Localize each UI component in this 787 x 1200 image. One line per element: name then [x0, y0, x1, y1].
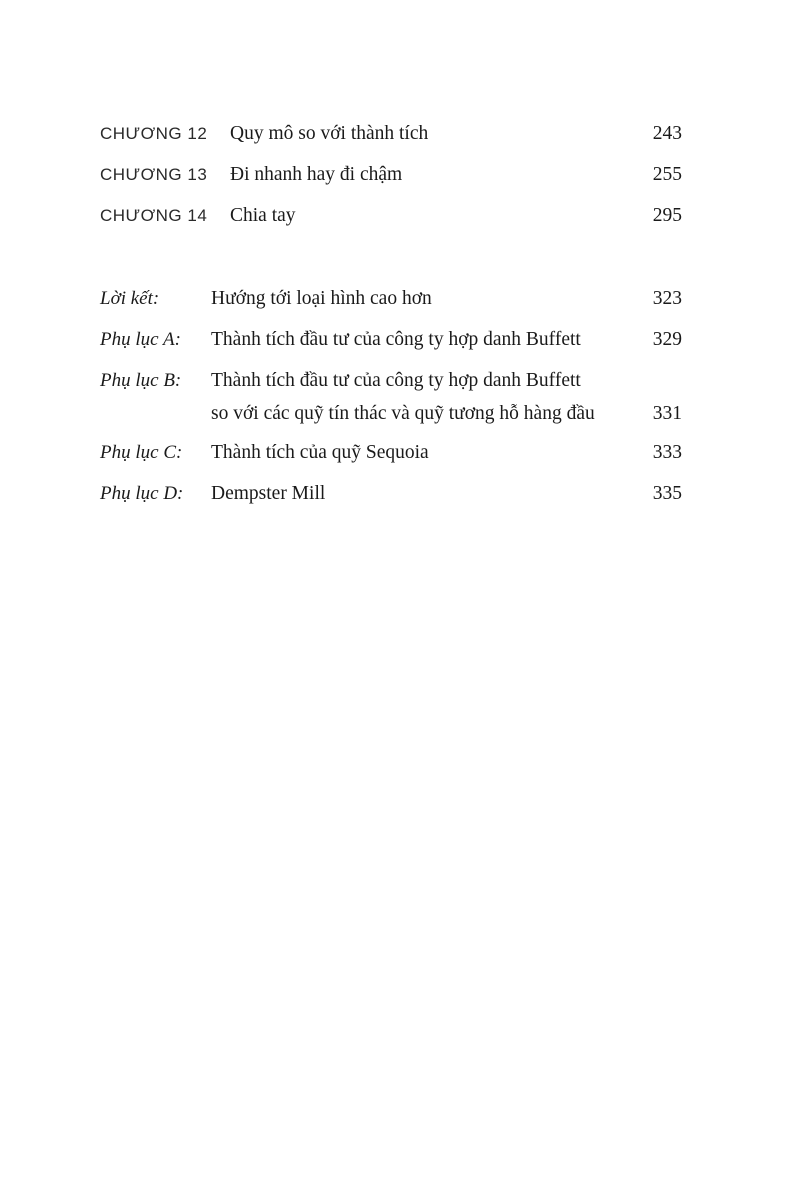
entry-title-line-1: Thành tích đầu tư của công ty hợp danh Buffett — [211, 370, 581, 391]
entry-title: Thành tích đầu tư của công ty hợp danh Buffett — [211, 329, 581, 350]
page-number: 333 — [652, 442, 682, 463]
entry-label: Phụ lục A: — [100, 329, 181, 350]
page-number: 323 — [652, 288, 682, 309]
entry-label: Phụ lục C: — [100, 442, 183, 463]
entry-title: Hướng tới loại hình cao hơn — [211, 288, 432, 309]
page-number: 243 — [652, 123, 682, 144]
page-number: 335 — [652, 483, 682, 504]
entry-title: Thành tích của quỹ Sequoia — [211, 442, 429, 463]
entry-title-line-2: so với các quỹ tín thác và quỹ tương hỗ hàng đầu — [211, 403, 595, 424]
entry-label: Phụ lục D: — [100, 483, 184, 504]
entry-title: Dempster Mill — [211, 483, 326, 504]
page-number: 295 — [652, 205, 682, 226]
entry-title — [211, 368, 595, 427]
chapter-title: Quy mô so với thành tích — [230, 123, 429, 144]
chapter-label: CHƯƠNG 12 — [100, 124, 208, 143]
entry-label: Lời kết: — [100, 288, 160, 309]
chapter-title: Đi nhanh hay đi chậm — [230, 164, 403, 185]
page-number: 329 — [652, 329, 682, 350]
chapter-label: CHƯƠNG 13 — [100, 165, 208, 184]
chapter-label: CHƯƠNG 14 — [100, 206, 208, 225]
chapter-title: Chia tay — [230, 205, 296, 226]
entry-label: Phụ lục B: — [100, 370, 182, 391]
page-number: 331 — [652, 403, 682, 424]
page-number: 255 — [652, 164, 682, 185]
